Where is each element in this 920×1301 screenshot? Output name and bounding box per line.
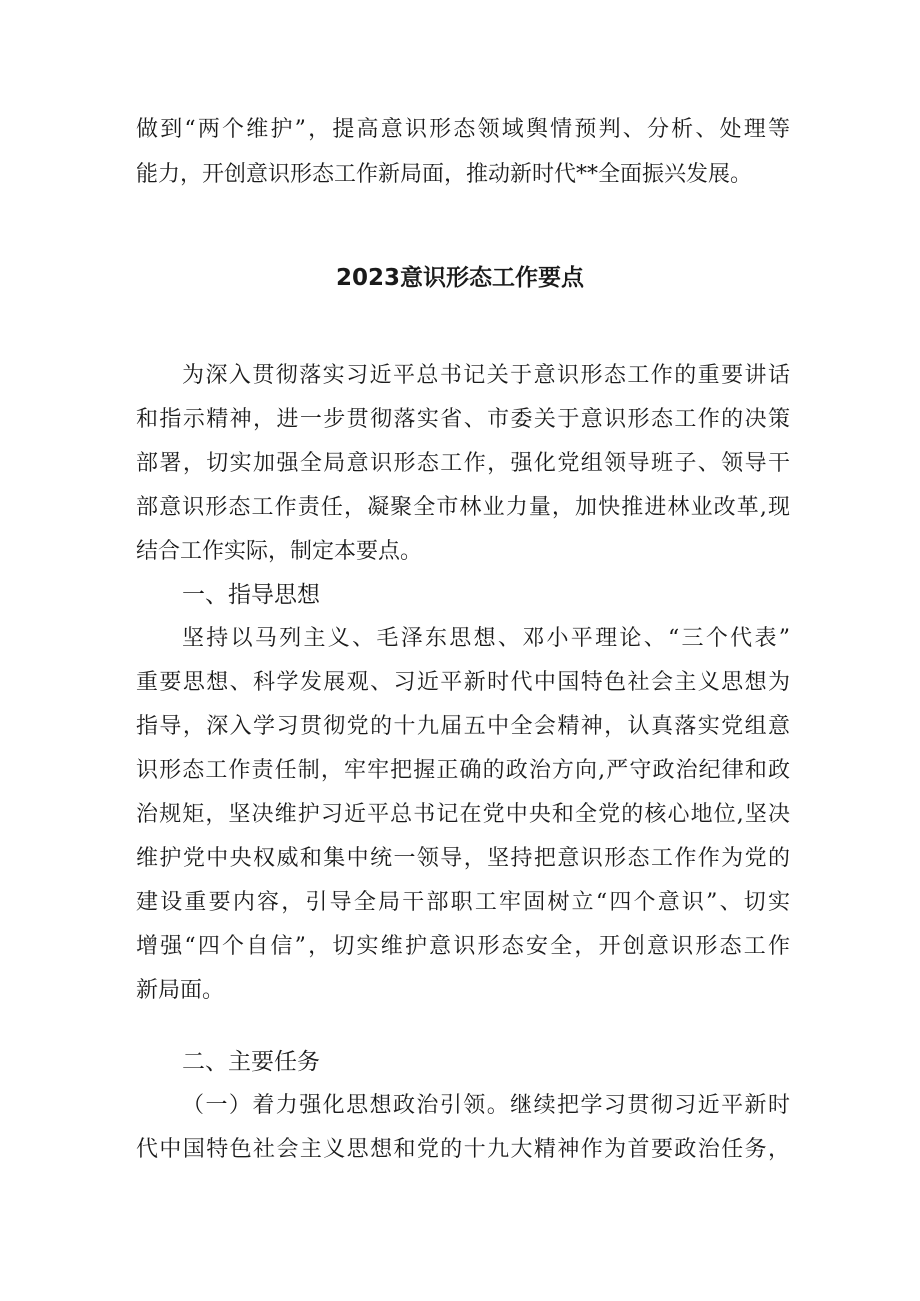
- preamble-line-3: 部署，切实加强全局意识形态工作，强化党组领导班子、领导干: [136, 451, 790, 476]
- section1-line-3: 指导，深入学习贯彻党的十九届五中全会精神，认真落实党组意: [136, 714, 790, 739]
- intro-line-2: 能力，开创意识形态工作新局面，推动新时代**全面振兴发展。: [136, 162, 753, 187]
- preamble-line-2: 和指示精神，进一步贯彻落实省、市委关于意识形态工作的决策: [136, 407, 790, 432]
- section-heading-main-tasks: 二、主要任务: [182, 1049, 320, 1075]
- preamble-line-4: 部意识形态工作责任，凝聚全市林业力量，加快推进林业改革,现: [136, 495, 790, 520]
- preamble-line-5: 结合工作实际，制定本要点。: [136, 539, 423, 564]
- section1-line-2: 重要思想、科学发展观、习近平新时代中国特色社会主义思想为: [136, 670, 790, 695]
- section1-line-5: 治规矩，坚决维护习近平总书记在党中央和全党的核心地位,坚决: [136, 802, 790, 827]
- section1-line-1: 坚持以马列主义、毛泽东思想、邓小平理论、“三个代表”: [182, 626, 790, 651]
- section2-line-1: （一）着力强化思想政治引领。继续把学习贯彻习近平新时: [182, 1093, 790, 1118]
- section1-line-7: 建设重要内容，引导全局干部职工牢固树立“四个意识”、切实: [136, 890, 790, 915]
- section1-line-4: 识形态工作责任制，牢牢把握正确的政治方向,严守政治纪律和政: [136, 758, 790, 783]
- preamble-line-1: 为深入贯彻落实习近平总书记关于意识形态工作的重要讲话: [182, 363, 790, 388]
- document-title: 2023意识形态工作要点: [335, 265, 584, 291]
- section2-line-2: 代中国特色社会主义思想和党的十九大精神作为首要政治任务，: [136, 1137, 790, 1162]
- section-heading-guiding-thought: 一、指导思想: [182, 582, 320, 608]
- section1-line-8: 增强“四个自信”，切实维护意识形态安全，开创意识形态工作: [136, 934, 790, 959]
- section1-line-9: 新局面。: [136, 978, 225, 1003]
- section1-line-6: 维护党中央权威和集中统一领导，坚持把意识形态工作作为党的: [136, 846, 790, 871]
- intro-line-1: 做到“两个维护”，提高意识形态领域舆情预判、分析、处理等: [136, 117, 790, 142]
